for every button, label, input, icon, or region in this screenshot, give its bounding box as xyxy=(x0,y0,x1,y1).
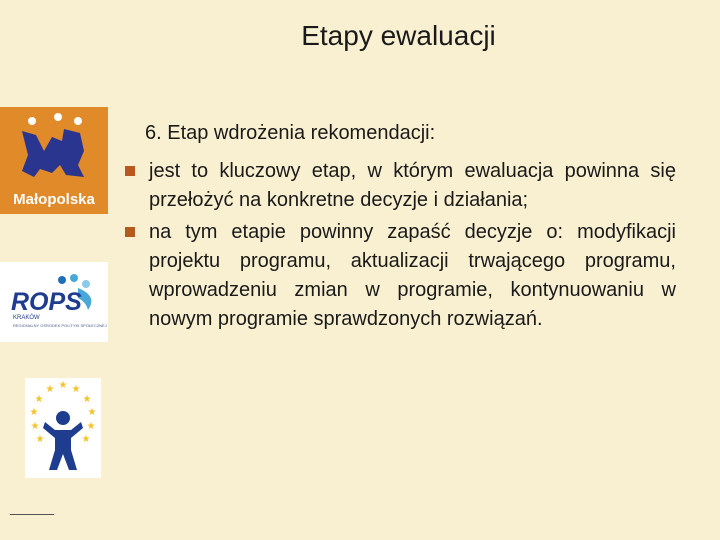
rops-wordmark: ROPS xyxy=(11,288,82,316)
slide-content xyxy=(123,122,676,337)
malopolska-label: Małopolska xyxy=(13,191,95,208)
footer-divider xyxy=(10,514,54,515)
svg-text:★: ★ xyxy=(29,407,39,418)
malopolska-emblem-icon xyxy=(0,107,108,187)
rops-subtitle: REGIONALNY OŚRODEK POLITYKI SPOŁECZNEJ xyxy=(13,323,107,328)
square-bullet-icon xyxy=(125,227,135,237)
malopolska-logo xyxy=(0,107,108,214)
svg-text:★: ★ xyxy=(58,380,68,391)
svg-text:★: ★ xyxy=(86,421,96,432)
svg-text:★: ★ xyxy=(30,421,40,432)
bullet-text: jest to kluczowy etap, w którym ewaluacja powinna się przełożyć na konkretne decyzje i działania; xyxy=(149,160,676,211)
svg-text:★: ★ xyxy=(71,384,81,395)
square-bullet-icon xyxy=(125,166,135,176)
bullet-item xyxy=(123,157,676,215)
svg-text:★: ★ xyxy=(87,407,97,418)
eu-stars-figure-icon xyxy=(25,378,101,478)
svg-text:★: ★ xyxy=(35,434,45,445)
eu-logo xyxy=(25,378,101,478)
bullet-item xyxy=(123,218,676,334)
svg-text:★: ★ xyxy=(81,434,91,445)
slide-title: Etapy ewaluacji xyxy=(301,20,496,51)
rops-city: KRAKÓW xyxy=(13,315,40,321)
svg-text:★: ★ xyxy=(34,394,44,405)
section-heading: 6. Etap wdrożenia rekomendacji: xyxy=(145,122,436,144)
svg-text:★: ★ xyxy=(82,394,92,405)
rops-logo xyxy=(0,262,108,342)
svg-text:★: ★ xyxy=(45,384,55,395)
bullet-text: na tym etapie powinny zapaść decyzje o: modyfikacji projektu programu, aktualizacji trwającego programu, wprowadzeniu zmian w programie, kontynuowaniu w nowym programie sprawdzonych rozwiązań. xyxy=(149,221,676,330)
